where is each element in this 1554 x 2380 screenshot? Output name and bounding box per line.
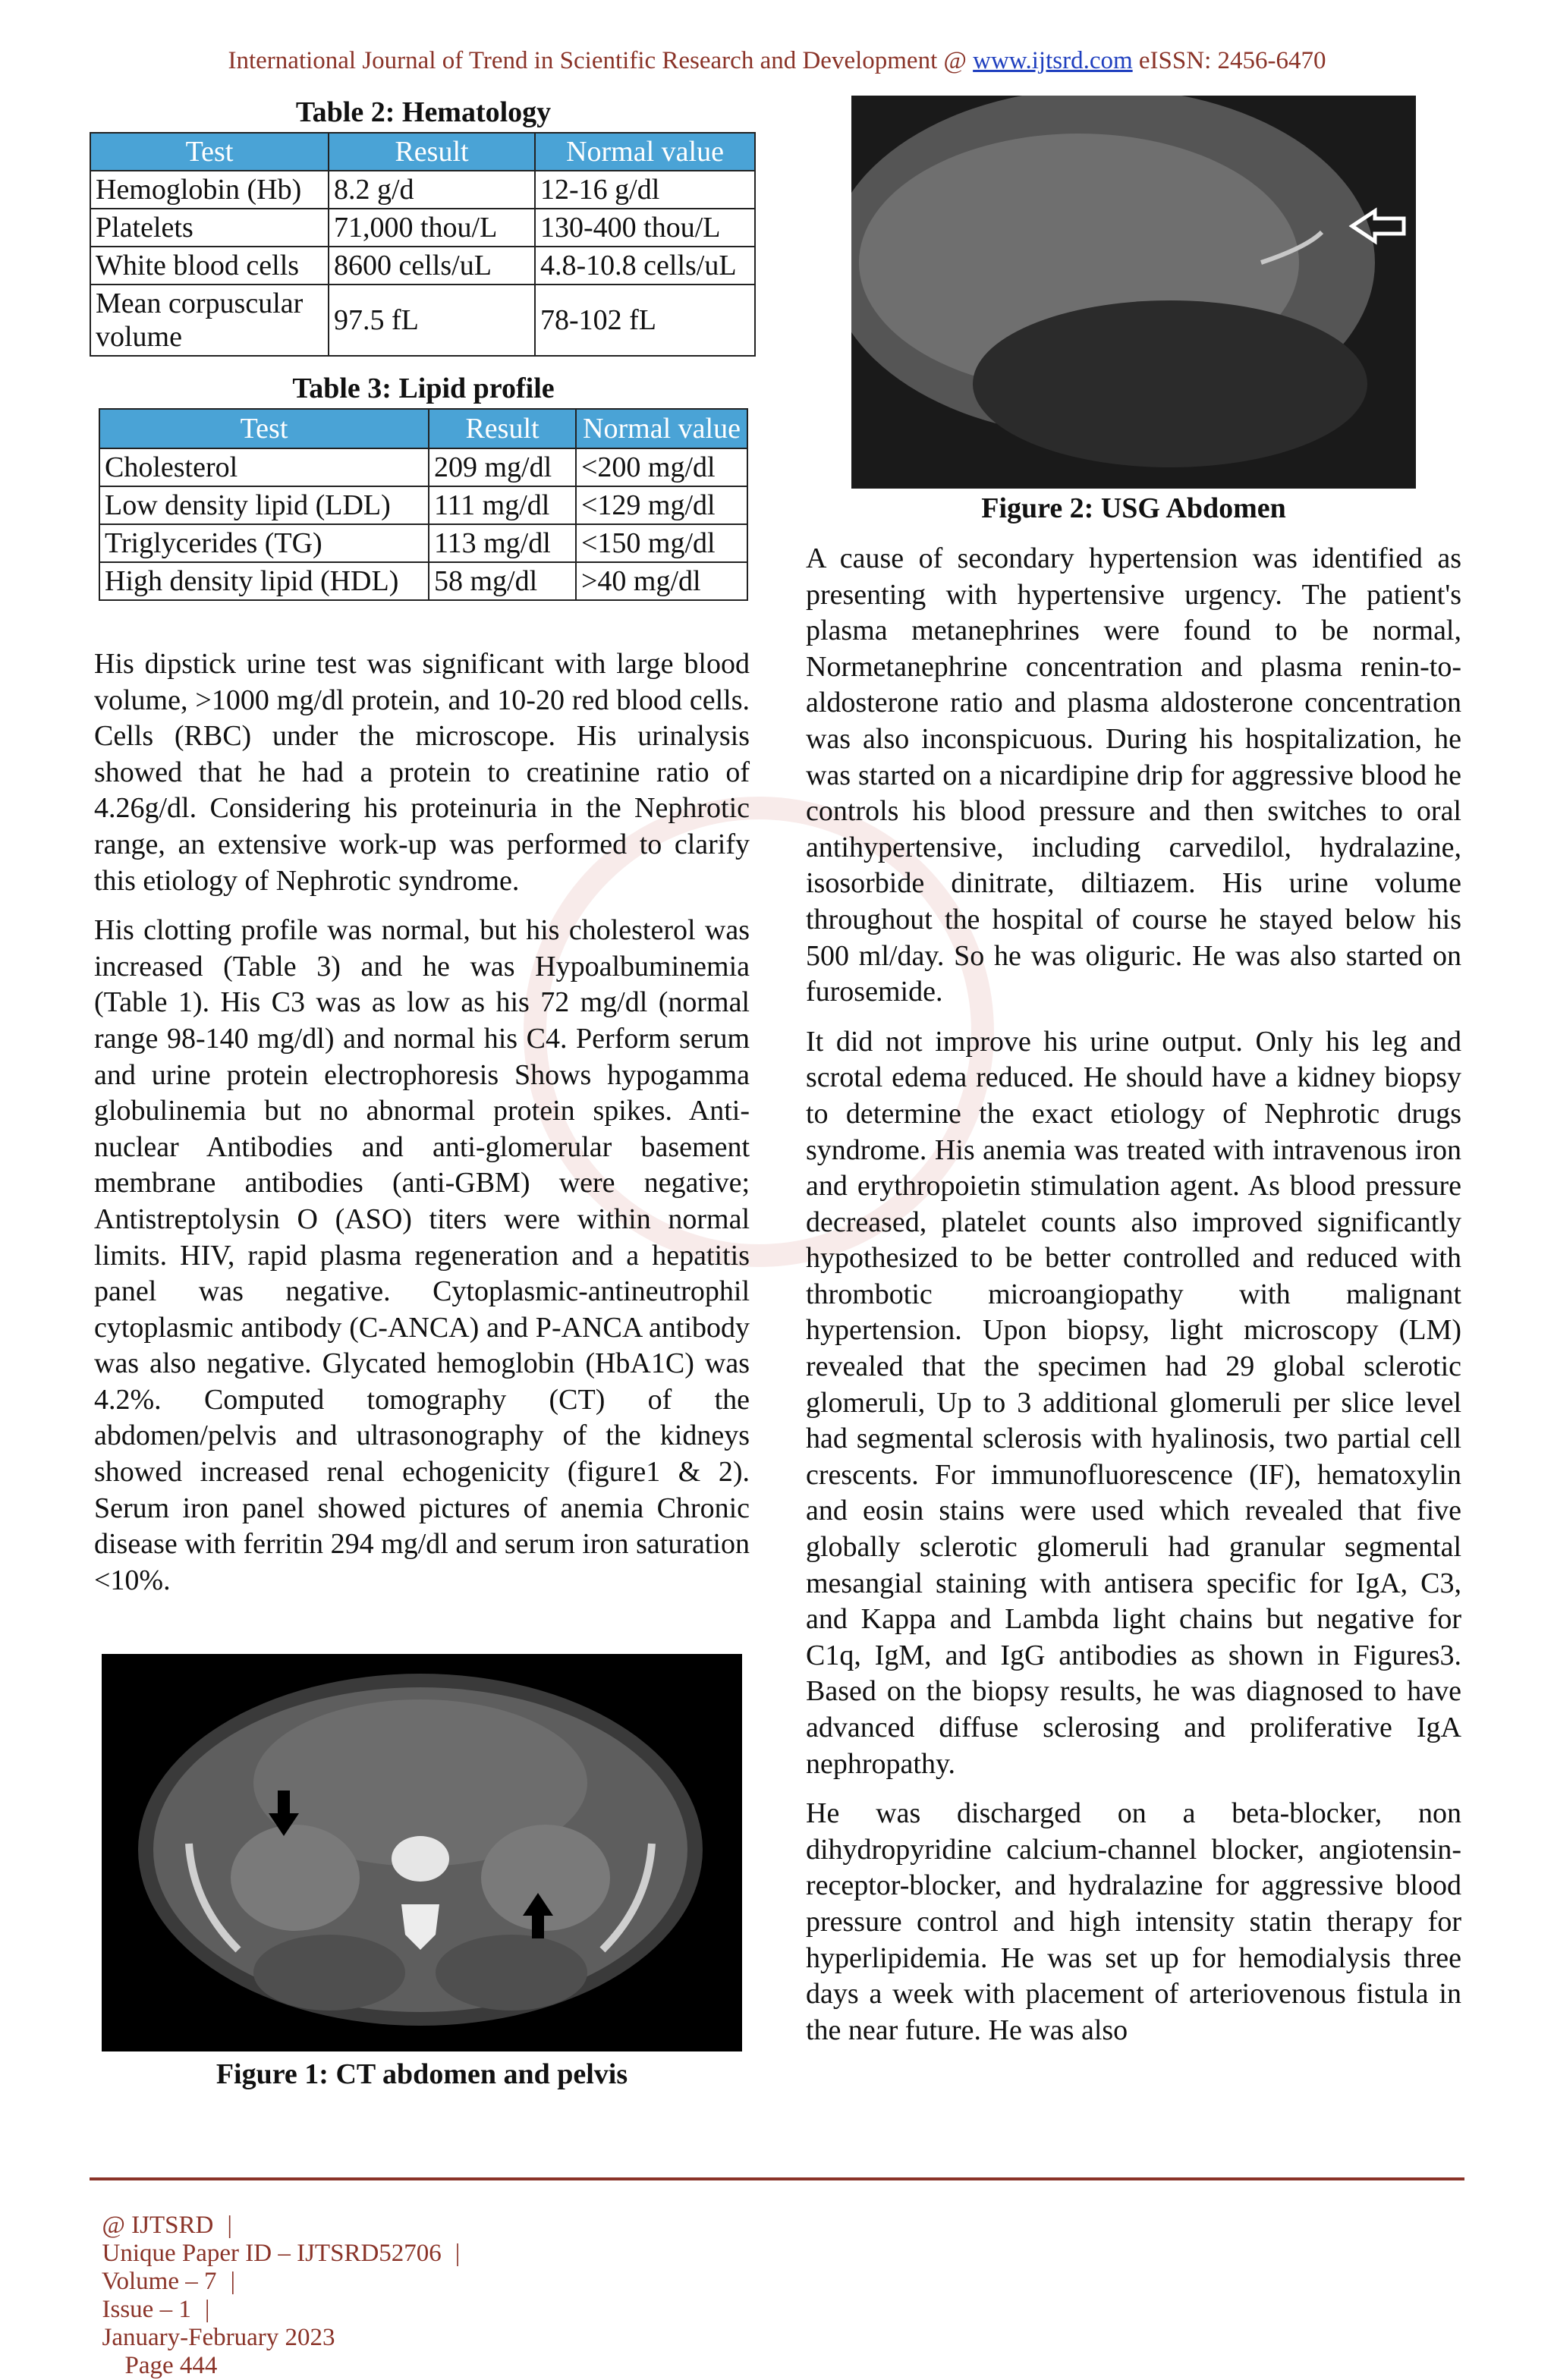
table-row [90, 209, 755, 247]
table-row [90, 171, 755, 209]
hematology-table [90, 132, 756, 357]
ultrasound-drawing [851, 96, 1416, 489]
column-header: Result [329, 133, 535, 171]
column-header: Normal value [535, 133, 755, 171]
ultrasound-image [851, 96, 1416, 489]
footer-issue: Issue – 1 [102, 2296, 191, 2323]
left-column-text [94, 646, 750, 1612]
figure1-caption: Figure 1: CT abdomen and pelvis [215, 2058, 628, 2090]
table-header-row [90, 133, 755, 171]
table-cell: 58 mg/dl [429, 562, 576, 600]
table-cell: >40 mg/dl [576, 562, 747, 600]
footer-page: Page 444 [124, 2352, 218, 2379]
paragraph: His clotting profile was normal, but his cholesterol was increased (Table 3) and he was Hypoalbuminemia (Table 1). His C3 was as low as his 72 mg/dl (normal range 98-140 mg/dl) and normal his C4. Perform serum and urine protein electrophoresis Shows hypogamma globulinemia but no abnormal protein spikes. Anti-nuclear Antibodies and anti-glomerular basement membrane antibodies (anti-GBM) were negative; Antistreptolysin O (ASO) titers were within normal limits. HIV, rapid plasma regeneration and a hepatitis panel was negative. Cytoplasmic-antineutrophil cytoplasmic antibody (C-ANCA) and P-ANCA antibody was also negative. Glycated hemoglobin (HbA1C) was 4.2%. Computed tomography (CT) of the abdomen/pelvis and ultrasonography of the kidneys showed increased renal echogenicity (figure1 & 2). Serum iron panel showed pictures of anemia Chronic disease with ferritin 294 mg/dl and serum iron saturation <10%. [94, 914, 750, 1596]
table-cell: 130-400 thou/L [535, 209, 755, 247]
table-cell: Hemoglobin (Hb) [90, 171, 329, 209]
table-cell: Platelets [90, 209, 329, 247]
header-suffix: eISSN: 2456-6470 [1132, 47, 1326, 74]
page-header [0, 47, 1554, 75]
table-cell: <150 mg/dl [576, 524, 747, 562]
right-column-text [806, 541, 1461, 2062]
table-cell: Low density lipid (LDL) [99, 486, 429, 524]
table-row [99, 524, 747, 562]
table-cell: <129 mg/dl [576, 486, 747, 524]
table-cell: Cholesterol [99, 448, 429, 486]
footer-date: January-February 2023 [102, 2324, 335, 2351]
table-cell: Mean corpuscular volume [90, 285, 329, 356]
table-cell: White blood cells [90, 247, 329, 285]
column-header: Test [90, 133, 329, 171]
table-row [99, 448, 747, 486]
column-header: Test [99, 409, 429, 448]
table-cell: <200 mg/dl [576, 448, 747, 486]
footer-paper-id: Unique Paper ID – IJTSRD52706 [102, 2240, 442, 2267]
table-cell: High density lipid (HDL) [99, 562, 429, 600]
ct-scan-image [102, 1654, 742, 2051]
table-cell: Triglycerides (TG) [99, 524, 429, 562]
table-cell: 111 mg/dl [429, 486, 576, 524]
table-cell: 12-16 g/dl [535, 171, 755, 209]
paragraph: His dipstick urine test was significant with large blood volume, >1000 mg/dl protein, and 10-20 red blood cells. Cells (RBC) under the microscope. His urinalysis showed that he had a protein to creatinine ratio of 4.26g/dl. Considering his proteinuria in the Nephrotic range, an extensive work-up was performed to clarify this etiology of Nephrotic syndrome. [94, 648, 750, 897]
table-row [99, 562, 747, 600]
table-cell: 78-102 fL [535, 285, 755, 356]
table-cell: 8.2 g/d [329, 171, 535, 209]
header-prefix: International Journal of Trend in Scientific Research and Development @ [228, 47, 974, 74]
table-header-row [99, 409, 747, 448]
table2-title: Table 2: Hematology [295, 96, 552, 128]
table-cell: 4.8-10.8 cells/uL [535, 247, 755, 285]
column-header: Result [429, 409, 576, 448]
table-cell: 71,000 thou/L [329, 209, 535, 247]
footer-divider [90, 2177, 1464, 2180]
footer-journal: @ IJTSRD [102, 2212, 214, 2239]
journal-link[interactable]: www.ijtsrd.com [973, 47, 1133, 74]
paragraph: It did not improve his urine output. Only his leg and scrotal edema reduced. He should have a kidney biopsy to determine the exact etiology of Nephrotic drugs syndrome. His anemia was treated with intravenous iron and erythropoietin stimulation agent. As blood pressure decreased, platelet counts also improved significantly hypothesized to be better controlled and reduced with thrombotic microangiopathy with malignant hypertension. Upon biopsy, light microscopy (LM) revealed that the specimen had 29 global sclerotic glomeruli, Up to 3 additional glomeruli per slice level had segmental sclerosis with hyalinosis, two partial cell crescents. For immunofluorescence (IF), hematoxylin and eosin stains were used which revealed that five globally sclerotic glomeruli had granular segmental mesangial staining with antisera specific for IgA, C3, and Kappa and Lambda light chains but negative for C1q, IgM, and IgG antibodies as shown in Figures3. Based on the biopsy results, he was diagnosed to have advanced diffuse sclerosing and proliferative IgA nephropathy. [806, 1025, 1461, 1780]
table-cell: 209 mg/dl [429, 448, 576, 486]
lipid-profile-table [99, 408, 748, 601]
table-cell: 8600 cells/uL [329, 247, 535, 285]
footer-volume: Volume – 7 [101, 2268, 217, 2295]
figure2-caption: Figure 2: USG Abdomen [981, 492, 1286, 524]
table3-title: Table 3: Lipid profile [292, 373, 555, 404]
table-row [90, 285, 755, 356]
column-header: Normal value [576, 409, 747, 448]
table-row [99, 486, 747, 524]
paragraph: A cause of secondary hypertension was identified as presenting with hypertensive urgency. The patient's plasma metanephrines were found to be normal, Normetanephrine concentration and plasma renin-to-aldosterone ratio and plasma aldosterone concentration was also inconspicuous. During his hospitalization, he was started on a nicardipine drip for aggressive blood he controls his blood pressure and then switches to oral antihypertensive, including carvedilol, hydralazine, isosorbide dinitrate, diltiazem. His urine volume throughout the hospital of course he stayed below his 500 ml/day. So he was oliguric. He was also started on furosemide. [806, 542, 1461, 1008]
page-footer: @ IJTSRD | Unique Paper ID – IJTSRD52706 | Volume – 7 | Issue – 1 | January-February 2023 Page 444 [101, 2212, 461, 2379]
table-cell: 113 mg/dl [429, 524, 576, 562]
table-cell: 97.5 fL [329, 285, 535, 356]
paragraph: He was discharged on a beta-blocker, non dihydropyridine calcium-channel blocker, angiotensin-receptor-blocker, and hydralazine for aggressive blood pressure control and high intensity statin therapy for hyperlipidemia. He was set up for hemodialysis three days a week with placement of arteriovenous fistula in the near future. He was also [806, 1797, 1461, 2046]
table-row [90, 247, 755, 285]
ct-scan-drawing [102, 1654, 742, 2051]
